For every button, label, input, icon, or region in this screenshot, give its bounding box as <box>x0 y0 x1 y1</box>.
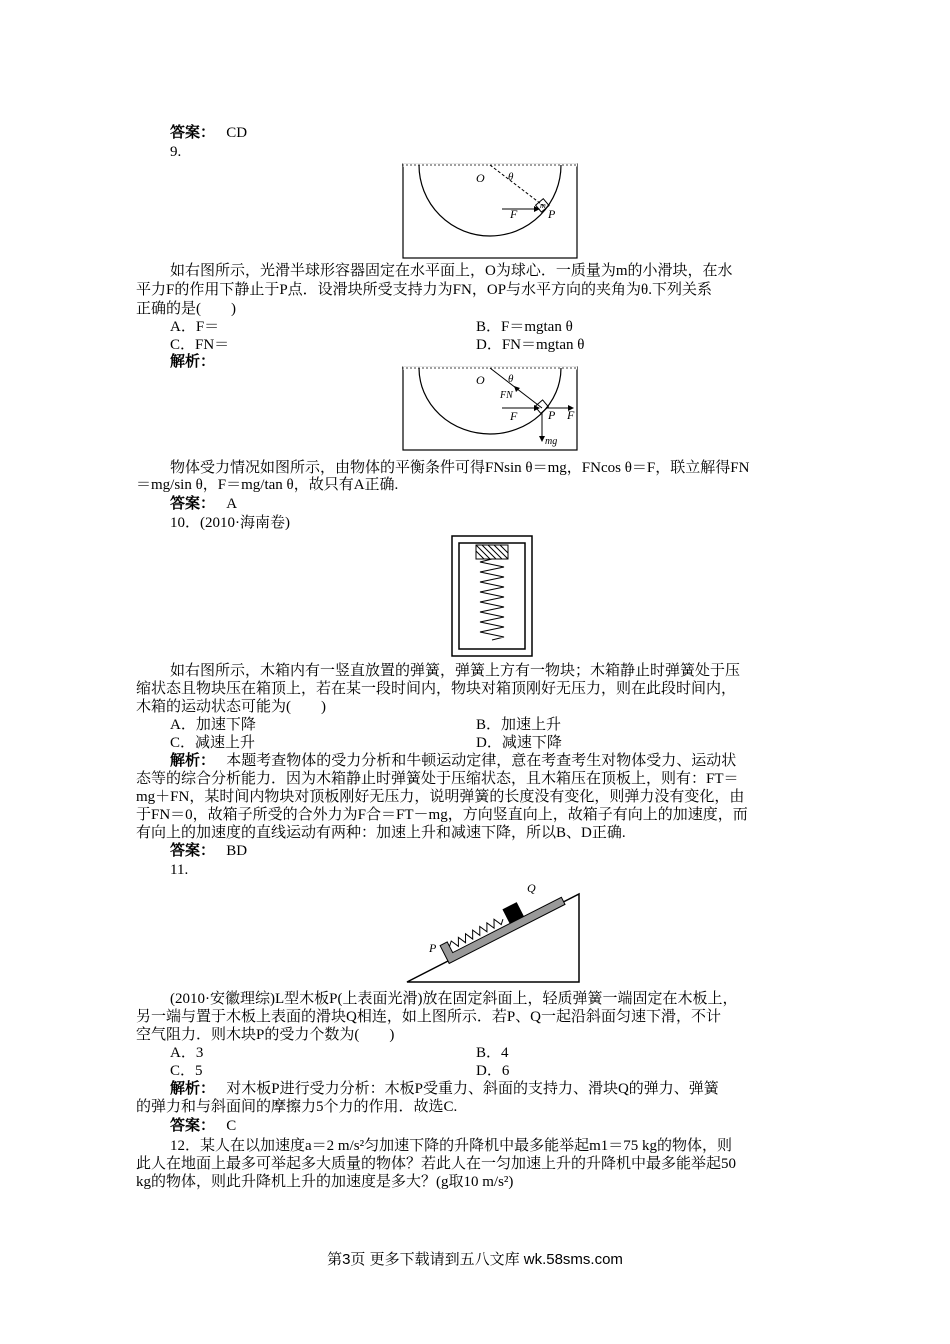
q9-fig2-label-F2: F <box>567 408 575 422</box>
q9-fig2-label-theta: θ <box>508 373 514 385</box>
q10-stem-line: 木箱的运动状态可能为( ) <box>136 699 326 715</box>
q9-option-c: C．FN＝ <box>170 337 230 353</box>
q9-fig2-label-FN: FN <box>500 390 513 401</box>
q11-label-Q: Q <box>527 881 536 895</box>
q9-label-m: m <box>540 201 546 210</box>
q11-option-b: B．4 <box>476 1045 509 1061</box>
q11-number: 11. <box>170 862 189 878</box>
q12-stem-line: 12．某人在以加速度a＝2 m/s²匀加速下降的升降机中最多能举起m1＝75 kg的物体，则 <box>170 1138 732 1154</box>
q9-figure-hemisphere <box>402 160 578 260</box>
q11-analysis-line: 解析： 对木板P进行受力分析：木板P受重力、斜面的支持力、滑块Q的弹力、弹簧 <box>170 1081 719 1097</box>
q9-label-theta: θ <box>508 171 514 183</box>
q10-analysis-line: mg＋FN，某时间内物块对顶板刚好无压力，说明弹簧的长度没有变化，则弹力没有变化，由 <box>136 789 745 805</box>
q10-analysis-line: 有向上的加速度的直线运动有两种：加速上升和减速下降，所以B、D正确. <box>136 825 626 841</box>
q10-options-row <box>170 716 850 734</box>
q10-analysis-line: 于FN＝0，故箱子所受的合外力为F合＝FT－mg，方向竖直向上，故箱子有向上的加速度，而 <box>136 807 748 823</box>
q9-number: 9. <box>170 144 182 160</box>
q9-fig2-label-F: F <box>510 409 518 423</box>
q11-options-row <box>170 1062 850 1080</box>
q10-number: 10．(2010·海南卷) <box>170 515 290 531</box>
q9-answer: 答案： A <box>170 496 238 512</box>
q9-analysis-line: 物体受力情况如图所示，由物体的平衡条件可得FNsin θ＝mg，FNcos θ＝F，联立解得FN <box>170 460 750 476</box>
q9-option-d: D．FN＝mgtan θ <box>476 337 585 353</box>
q9-fig2-label-mg: mg <box>545 436 558 447</box>
q9-figure-force-diagram <box>402 364 578 452</box>
q9-stem-line: 平力F的作用下静止于P点．设滑块所受支持力为FN，OP与水平方向的夹角为θ.下列关系 <box>136 282 712 298</box>
q11-stem-line: 空气阻力．则木块P的受力个数为( ) <box>136 1027 395 1043</box>
q9-label-P: P <box>548 207 556 221</box>
q9-label-O: O <box>476 171 485 185</box>
q9-stem-line: 如右图所示，光滑半球形容器固定在水平面上，O为球心．一质量为m的小滑块，在水 <box>170 263 733 279</box>
q9-stem-line: 正确的是( ) <box>136 301 236 317</box>
q11-answer: 答案： C <box>170 1118 237 1134</box>
q11-option-d: D．6 <box>476 1063 510 1079</box>
q9-option-b: B．F＝mgtan θ <box>476 319 573 335</box>
q11-options-row <box>170 1044 850 1062</box>
q10-option-d: D．减速下降 <box>476 735 562 751</box>
q9-options-row <box>170 336 850 354</box>
q9-fig2-label-O: O <box>476 373 485 387</box>
q10-option-a: A．加速下降 <box>170 717 256 733</box>
q10-figure-box-spring <box>451 535 533 657</box>
q11-option-c: C．5 <box>170 1063 203 1079</box>
q11-option-a: A．3 <box>170 1045 204 1061</box>
q11-stem-line: (2010·安徽理综)L型木板P(上表面光滑)放在固定斜面上，轻质弹簧一端固定在木板上， <box>170 991 738 1007</box>
q10-option-c: C．减速上升 <box>170 735 256 751</box>
q11-analysis-line: 的弹力和与斜面间的摩擦力5个力的作用．故选C. <box>136 1099 458 1115</box>
q10-answer: 答案： BD <box>170 843 248 859</box>
q10-stem-line: 缩状态且物块压在箱顶上，若在某一段时间内，物块对箱顶刚好无压力，则在此段时间内， <box>136 681 737 697</box>
q10-analysis-line: 态等的综合分析能力．因为木箱静止时弹簧处于压缩状态，且木箱压在顶板上，则有：FT＝ <box>136 771 739 787</box>
q9-option-a: A．F＝ <box>170 319 220 335</box>
q10-stem-line: 如右图所示，木箱内有一竖直放置的弹簧，弹簧上方有一物块；木箱静止时弹簧处于压 <box>170 663 741 679</box>
q11-label-P: P <box>429 941 437 955</box>
q10-option-b: B．加速上升 <box>476 717 562 733</box>
q10-analysis-line: 解析： 本题考查物体的受力分析和牛顿运动定律，意在考查考生对物体受力、运动状 <box>170 753 737 769</box>
q9-label-F: F <box>510 207 518 221</box>
q11-stem-line: 另一端与置于木板上表面的滑块Q相连，如上图所示．若P、Q一起沿斜面匀速下滑，不计 <box>136 1009 722 1025</box>
q11-figure-incline <box>405 876 581 984</box>
q12-stem-line: kg的物体，则此升降机上升的加速度是多大？(g取10 m/s²) <box>136 1174 514 1190</box>
q10-options-row <box>170 734 850 752</box>
q8-answer: 答案： CD <box>170 125 248 141</box>
page-footer: 第3页 更多下载请到五八文库 wk.58sms.com <box>327 1251 623 1268</box>
q9-analysis-label: 解析： <box>170 354 216 370</box>
q12-stem-line: 此人在地面上最多可举起多大质量的物体？若此人在一匀加速上升的升降机中最多能举起50 <box>136 1156 737 1172</box>
q9-analysis-line: ＝mg/sin θ，F＝mg/tan θ，故只有A正确. <box>136 477 399 493</box>
q9-fig2-label-P: P <box>548 408 556 422</box>
q9-options-row <box>170 318 850 336</box>
